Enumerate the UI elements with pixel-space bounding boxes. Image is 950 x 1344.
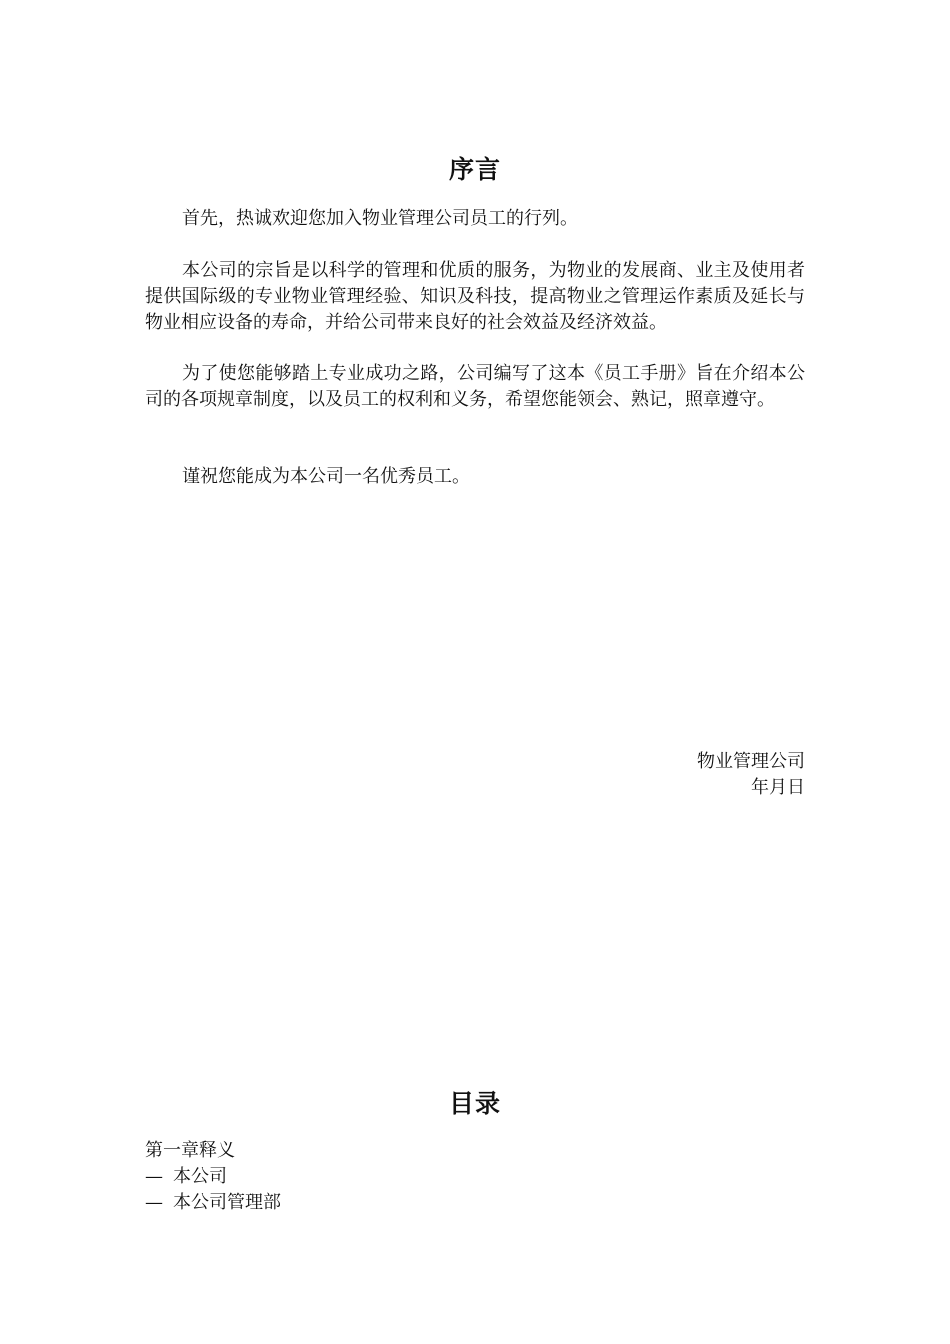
toc-chapter-1[interactable]: 第一章释义 [145, 1140, 235, 1161]
toc-item-label: 本公司 [173, 1166, 227, 1187]
signature-block [697, 749, 805, 801]
toc-item-label: 本公司管理部 [173, 1192, 281, 1213]
signature-company: 物业管理公司 [697, 751, 805, 772]
preface-paragraph-1: 首先，热诚欢迎您加入物业管理公司员工的行列。 [182, 208, 578, 229]
preface-paragraph-2: 本公司的宗旨是以科学的管理和优质的服务，为物业的发展商、业主及使用者提供国际级的专业物业管理经验、知识及科技，提高物业之管理运作素质及延长与物业相应设备的寿命，并给公司带来良好的社会效益及经济效益。 [145, 260, 805, 333]
preface-title: 序言 [448, 155, 501, 184]
toc-item-dash: — [145, 1192, 163, 1213]
preface-paragraph-4: 谨祝您能成为本公司一名优秀员工。 [182, 466, 470, 487]
toc-title: 目录 [448, 1089, 501, 1118]
signature-date: 年月日 [751, 777, 805, 798]
preface-paragraph-3: 为了使您能够踏上专业成功之路，公司编写了这本《员工手册》旨在介绍本公司的各项规章制度，以及员工的权利和义务，希望您能领会、熟记，照章遵守。 [145, 363, 805, 410]
toc-item[interactable] [145, 1190, 805, 1216]
toc-list [145, 1138, 805, 1216]
toc-item[interactable] [145, 1164, 805, 1190]
toc-item-dash: — [145, 1166, 163, 1187]
